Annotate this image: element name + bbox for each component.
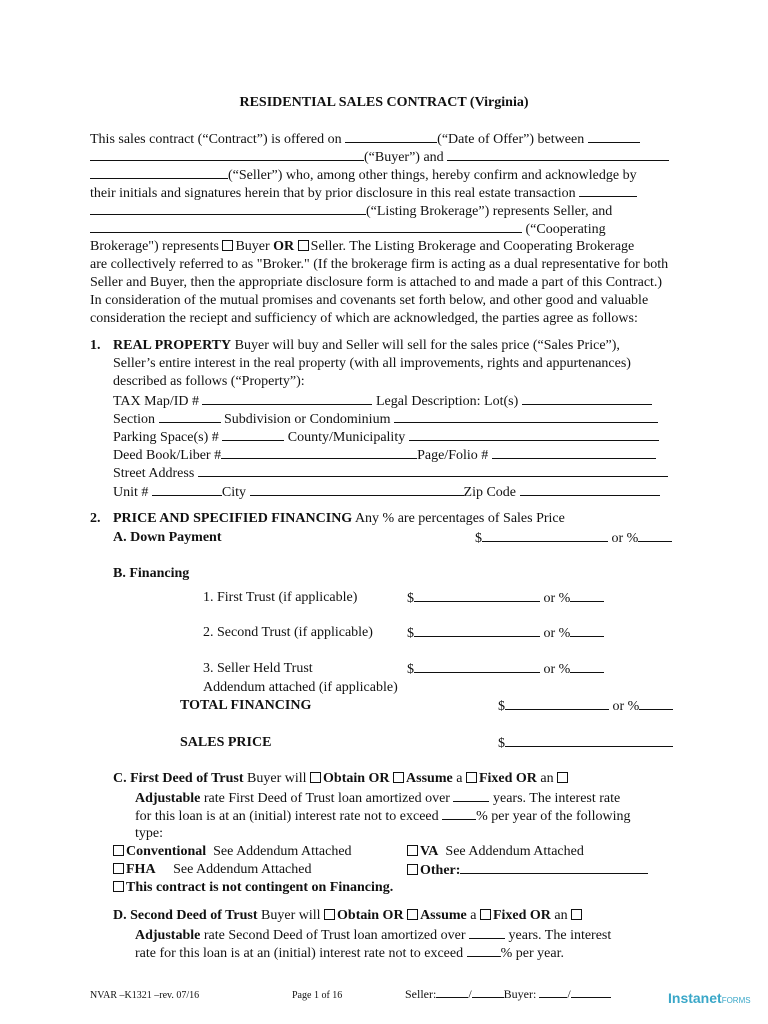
total-financing-amount[interactable] [505,697,609,710]
amortization-years-field[interactable] [469,926,505,939]
second-deed-line: Adjustable rate Second Deed of Trust loan amortized over years. The interest [135,928,612,943]
first-deed-line: type: [135,826,163,841]
blank-line[interactable] [588,130,640,143]
second-deed-line: rate for this loan is at an (initial) interest rate not to exceed % per year. [135,946,564,961]
seller-initials-field[interactable] [472,987,504,998]
obtain-checkbox[interactable] [310,772,321,783]
seller-held-trust-percent[interactable] [570,660,604,673]
property-row: Unit # City Zip Code [113,483,660,501]
page-number: Page 1 of 16 [292,990,343,1001]
addendum-note: Addendum attached (if applicable) [203,680,398,695]
page-title: RESIDENTIAL SALES CONTRACT (Virginia) [239,95,529,110]
property-row: TAX Map/ID # Legal Description: Lot(s) [113,392,652,410]
intro-line: (“Cooperating [90,220,606,238]
zip-field[interactable] [520,483,660,496]
interest-rate-field[interactable] [467,944,501,957]
other-loan-field[interactable] [460,861,648,874]
section-number: 1. [90,338,101,353]
assume-checkbox[interactable] [407,909,418,920]
buyer-name-field[interactable] [90,148,364,161]
other-checkbox[interactable] [407,864,418,875]
intro-line: their initials and signatures herein that by prior disclosure in this real estate transaction [90,184,637,202]
buyer-checkbox[interactable] [222,240,233,251]
adjustable-checkbox[interactable] [571,909,582,920]
property-row: Deed Book/Liber # Page/Folio # [113,446,656,464]
buyer-initials-field[interactable] [539,987,567,998]
page-folio-field[interactable] [492,446,656,459]
not-contingent-row: This contract is not contingent on Financing. [113,879,393,896]
deed-book-field[interactable] [221,446,417,459]
section-number: 2. [90,511,101,526]
financing-label: B. Financing [113,566,190,581]
listing-brokerage-field[interactable] [90,202,366,215]
unit-field[interactable] [152,483,222,496]
first-trust-percent[interactable] [570,589,604,602]
buyer-initials-field[interactable] [571,987,611,998]
property-row: Parking Space(s) # County/Municipality [113,428,659,446]
intro-line: (“Buyer”) and [90,148,669,166]
first-deed-line: C. First Deed of Trust Buyer will Obtain OR Assume a Fixed OR an [113,770,570,787]
subdivision-field[interactable] [394,410,658,423]
down-payment-amount[interactable] [482,529,608,542]
property-row: Section Subdivision or Condominium [113,410,658,428]
intro-line: In consideration of the mutual promises and covenants set forth below, and other good and valuable [90,293,649,308]
assume-checkbox[interactable] [393,772,404,783]
amount-row: $ or % [498,697,673,715]
property-row: Street Address [113,464,668,482]
adjustable-checkbox[interactable] [557,772,568,783]
seller-initials-field[interactable] [436,987,468,998]
fha-checkbox[interactable] [113,863,124,874]
city-field[interactable] [250,483,464,496]
loan-type-row: Other: [407,861,648,879]
intro-line: (“Seller”) who, among other things, hereby confirm and acknowledge by [90,166,637,184]
amount-row: $ or % [407,624,604,642]
amortization-years-field[interactable] [453,789,489,802]
section-1-line: Seller’s entire interest in the real property (with all improvements, rights and appurtenances) [113,356,631,371]
intro-line: Brokerage") represents Buyer OR Seller. The Listing Brokerage and Cooperating Brokerage [90,239,635,254]
blank-line[interactable] [579,184,637,197]
intro-line: are collectively referred to as "Broker." (If the brokerage firm is acting as a dual representative for both [90,257,669,272]
second-trust-label: 2. Second Trust (if applicable) [203,625,373,640]
instanet-logo: InstanetFORMS [668,990,751,1006]
parking-field[interactable] [222,428,284,441]
intro-line: consideration the reciept and sufficiency of which are acknowledged, the parties agree as follows: [90,311,638,326]
section-1-line: REAL PROPERTY Buyer will buy and Seller will sell for the sales price (“Sales Price”), [113,338,620,353]
first-trust-label: 1. First Trust (if applicable) [203,590,358,605]
county-field[interactable] [409,428,659,441]
seller-held-trust-label: 3. Seller Held Trust [203,661,313,676]
seller-name-field[interactable] [90,166,228,179]
total-financing-percent[interactable] [639,697,673,710]
fixed-checkbox[interactable] [480,909,491,920]
not-contingent-checkbox[interactable] [113,881,124,892]
lot-field[interactable] [522,392,652,405]
date-of-offer-field[interactable] [345,130,437,143]
conventional-checkbox[interactable] [113,845,124,856]
amount-row: $ [498,734,673,752]
section-1-line: described as follows (“Property”): [113,374,305,389]
interest-rate-field[interactable] [442,807,476,820]
intro-line: This sales contract (“Contract”) is offered on (“Date of Offer”) between [90,130,640,148]
seller-held-trust-amount[interactable] [414,660,540,673]
form-number: NVAR –K1321 –rev. 07/16 [90,990,200,1001]
obtain-checkbox[interactable] [324,909,335,920]
intro-line: Seller and Buyer, then the appropriate disclosure form is attached to and made a part of this Contract.) [90,275,663,290]
cooperating-brokerage-field[interactable] [90,220,522,233]
section-field[interactable] [159,410,221,423]
amount-row: $ or % [407,589,604,607]
amount-row: $ or % [407,660,604,678]
loan-type-row: FHA See Addendum Attached [113,861,311,878]
va-checkbox[interactable] [407,845,418,856]
tax-map-field[interactable] [202,392,372,405]
first-deed-line: Adjustable rate First Deed of Trust loan amortized over years. The interest rate [135,791,621,806]
street-address-field[interactable] [198,464,668,477]
total-financing-label: TOTAL FINANCING [180,698,312,713]
fixed-checkbox[interactable] [466,772,477,783]
first-trust-amount[interactable] [414,589,540,602]
second-deed-line: D. Second Deed of Trust Buyer will Obtain OR Assume a Fixed OR an [113,907,584,924]
sales-price-label: SALES PRICE [180,735,272,750]
sales-price-amount[interactable] [505,734,673,747]
seller-checkbox[interactable] [298,240,309,251]
loan-type-row: VA See Addendum Attached [407,843,584,860]
second-trust-percent[interactable] [570,624,604,637]
down-payment-label: A. Down Payment [113,530,222,545]
second-trust-amount[interactable] [414,624,540,637]
section-2-heading: PRICE AND SPECIFIED FINANCING Any % are percentages of Sales Price [113,511,565,526]
amount-row: $ or % [475,529,672,547]
initials-row: Seller: / Buyer: / [405,986,611,1003]
intro-line: (“Listing Brokerage”) represents Seller, and [90,202,612,220]
seller-name-field[interactable] [447,148,669,161]
loan-type-row: Conventional See Addendum Attached [113,843,352,860]
first-deed-line: for this loan is at an (initial) interest rate not to exceed % per year of the following [135,809,631,824]
down-payment-percent[interactable] [638,529,672,542]
